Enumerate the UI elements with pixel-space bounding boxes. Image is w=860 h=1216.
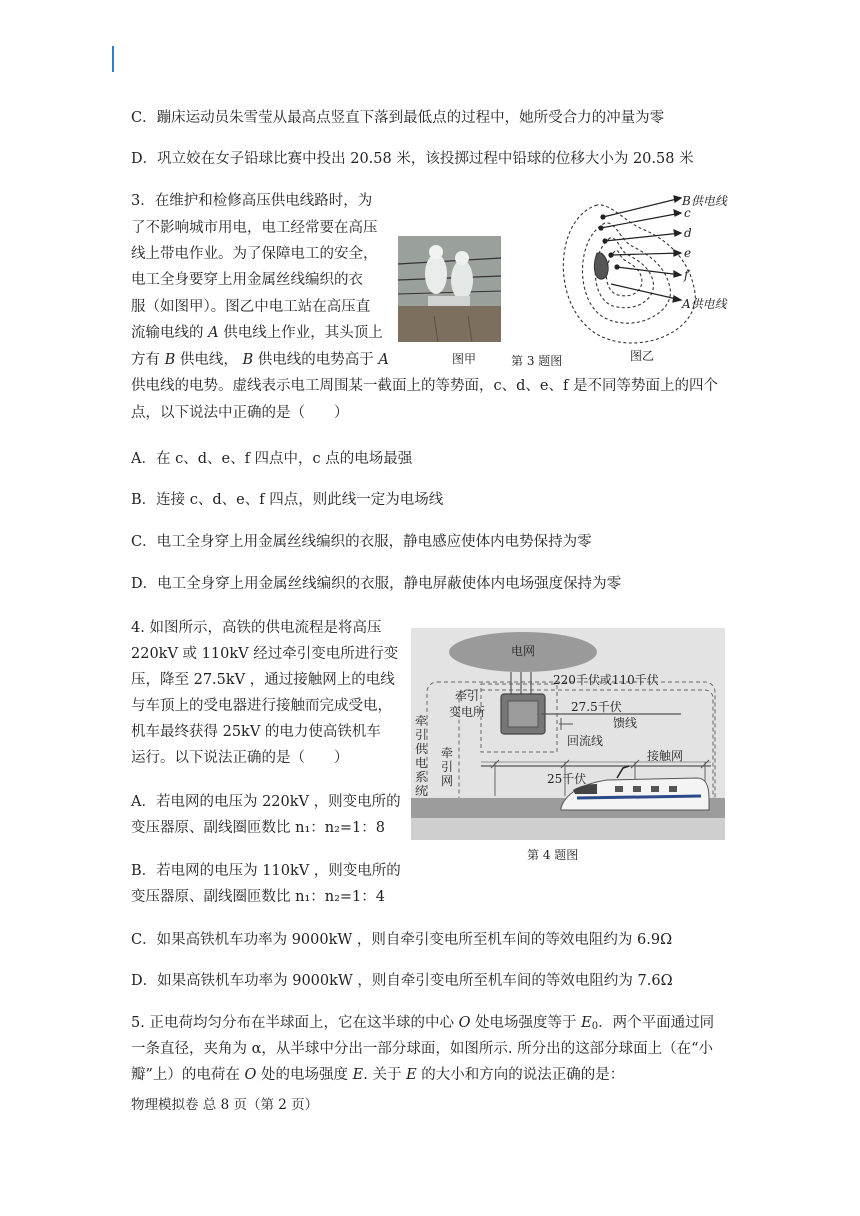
q4-label-return-line: 回流线: [567, 734, 604, 748]
q4-line-1: 4. 如图所示，高铁的供电流程是将高压: [131, 620, 382, 636]
q4-label-contact-network: 接触网: [647, 749, 684, 763]
q4-line-6: 运行。以下说法正确的是（ ）: [131, 750, 349, 766]
q3-line-8: 供电线的电势。虚线表示电工周围某一截面上的等势面，c、d、e、f 是不同等势面上的四个: [131, 378, 718, 394]
q3-caption-jia: 图甲: [452, 352, 477, 366]
q3-label-f: f: [684, 268, 689, 282]
q4-option-b-line-1: B．若电网的电压为 110kV ，则变电所的: [131, 863, 401, 879]
q4-label-traction-system: 牵引供电系统: [415, 714, 428, 798]
q3-line-3: 线上带电作业。为了保障电工的安全，: [131, 246, 378, 262]
q4-option-d: D．如果高铁机车功率为 9000kW ，则自牵引变电所至机车间的等效电阻约为 7.6Ω: [131, 973, 673, 989]
q4-line-2: 220kV 或 110kV 经过牵引变电所进行变: [131, 646, 399, 662]
q4-option-a-line-2: 变压器原、副线圈匝数比 n₁：n₂=1：8: [131, 820, 386, 836]
q4-figure-caption: 第 4 题图: [527, 848, 579, 862]
q3-line-2: 了不影响城市用电，电工经常要在高压: [131, 220, 378, 236]
q5-line-1: 5. 正电荷均匀分布在半球面上，它在这半球的中心 O 处电场强度等于 $E_0$．两个平面通过同: [131, 1015, 715, 1032]
q4-label-feeder: 馈线: [613, 716, 638, 730]
q4-label-input-voltage: 220千伏或110千伏: [553, 673, 659, 687]
q4-line-5: 机车最终获得 25kV 的电力使高铁机车: [131, 724, 381, 740]
q4-label-car-voltage: 25千伏: [547, 772, 587, 786]
q5-line-3: 瓣”上）的电荷在 O 处的电场强度 E. 关于 E 的大小和方向的说法正确的是：: [131, 1067, 625, 1083]
q4-label-substation-1: 牵引: [455, 689, 480, 703]
q4-label-grid: 电网: [511, 644, 536, 658]
q3-line-7: 方有 B 供电线， B 供电线的电势高于 A: [131, 352, 389, 368]
q4-option-a-line-1: A．若电网的电压为 220kV ，则变电所的: [131, 794, 401, 810]
q3-caption-yi: 图乙: [630, 349, 655, 363]
header-accent-bar: [112, 46, 114, 72]
q5-line-2: 一条直径，夹角为 α，从半球中分出一部分球面，如图所示. 所分出的这部分球面上（在“小: [131, 1041, 714, 1057]
q4-label-substation-2: 变电所: [449, 705, 486, 719]
q3-line-6: 流输电线的 A 供电线上作业，其头顶上: [131, 325, 383, 341]
q4-traction-power-diagram: [411, 628, 725, 840]
q3-line-9: 点，以下说法中正确的是（ ）: [131, 405, 349, 421]
q2-option-c: C．蹦床运动员朱雪莹从最高点竖直下落到最低点的过程中，她所受合力的冲量为零: [131, 110, 665, 126]
page-footer: 物理模拟卷 总 8 页（第 2 页）: [131, 1097, 319, 1113]
q3-option-b: B．连接 c、d、e、f 四点，则此线一定为电场线: [131, 492, 444, 508]
q2-option-d: D．巩立姣在女子铅球比赛中投出 20.58 米，该投掷过程中铅球的位移大小为 20.58 米: [131, 151, 694, 167]
q3-figure-caption: 第 3 题图: [511, 354, 563, 368]
q3-label-e: e: [684, 246, 692, 260]
q4-line-3: 压，降至 27.5kV ，通过接触网上的电线: [131, 672, 395, 688]
q3-photo-electricians: [398, 236, 501, 342]
q3-label-b-line: B供电线: [682, 194, 727, 208]
q3-line-5: 服（如图甲）。图乙中电工站在高压直: [131, 299, 371, 315]
q4-label-traction-network: 牵引网: [441, 746, 454, 788]
q3-label-a-line: A供电线: [682, 297, 727, 311]
q4-option-c: C．如果高铁机车功率为 9000kW ，则自牵引变电所至机车间的等效电阻约为 6.9Ω: [131, 932, 673, 948]
q3-line-4: 电工全身要穿上用金属丝线编织的衣: [131, 272, 363, 288]
q3-label-d: d: [684, 226, 692, 240]
q4-line-4: 与车顶上的受电器进行接触而完成受电，: [131, 698, 392, 714]
q3-label-c: c: [684, 206, 691, 220]
q3-line-1: 3．在维护和检修高压供电线路时，为: [131, 193, 373, 209]
q3-equipotential-diagram: [545, 183, 745, 363]
q3-option-d: D．电工全身穿上用金属丝线编织的衣服，静电屏蔽使体内电场强度保持为零: [131, 576, 622, 592]
q4-option-b-line-2: 变压器原、副线圈匝数比 n₁：n₂=1：4: [131, 889, 386, 905]
q4-label-output-voltage: 27.5千伏: [571, 700, 622, 714]
q3-option-c: C．电工全身穿上用金属丝线编织的衣服，静电感应使体内电势保持为零: [131, 534, 592, 550]
q3-option-a: A．在 c、d、e、f 四点中，c 点的电场最强: [131, 451, 413, 467]
